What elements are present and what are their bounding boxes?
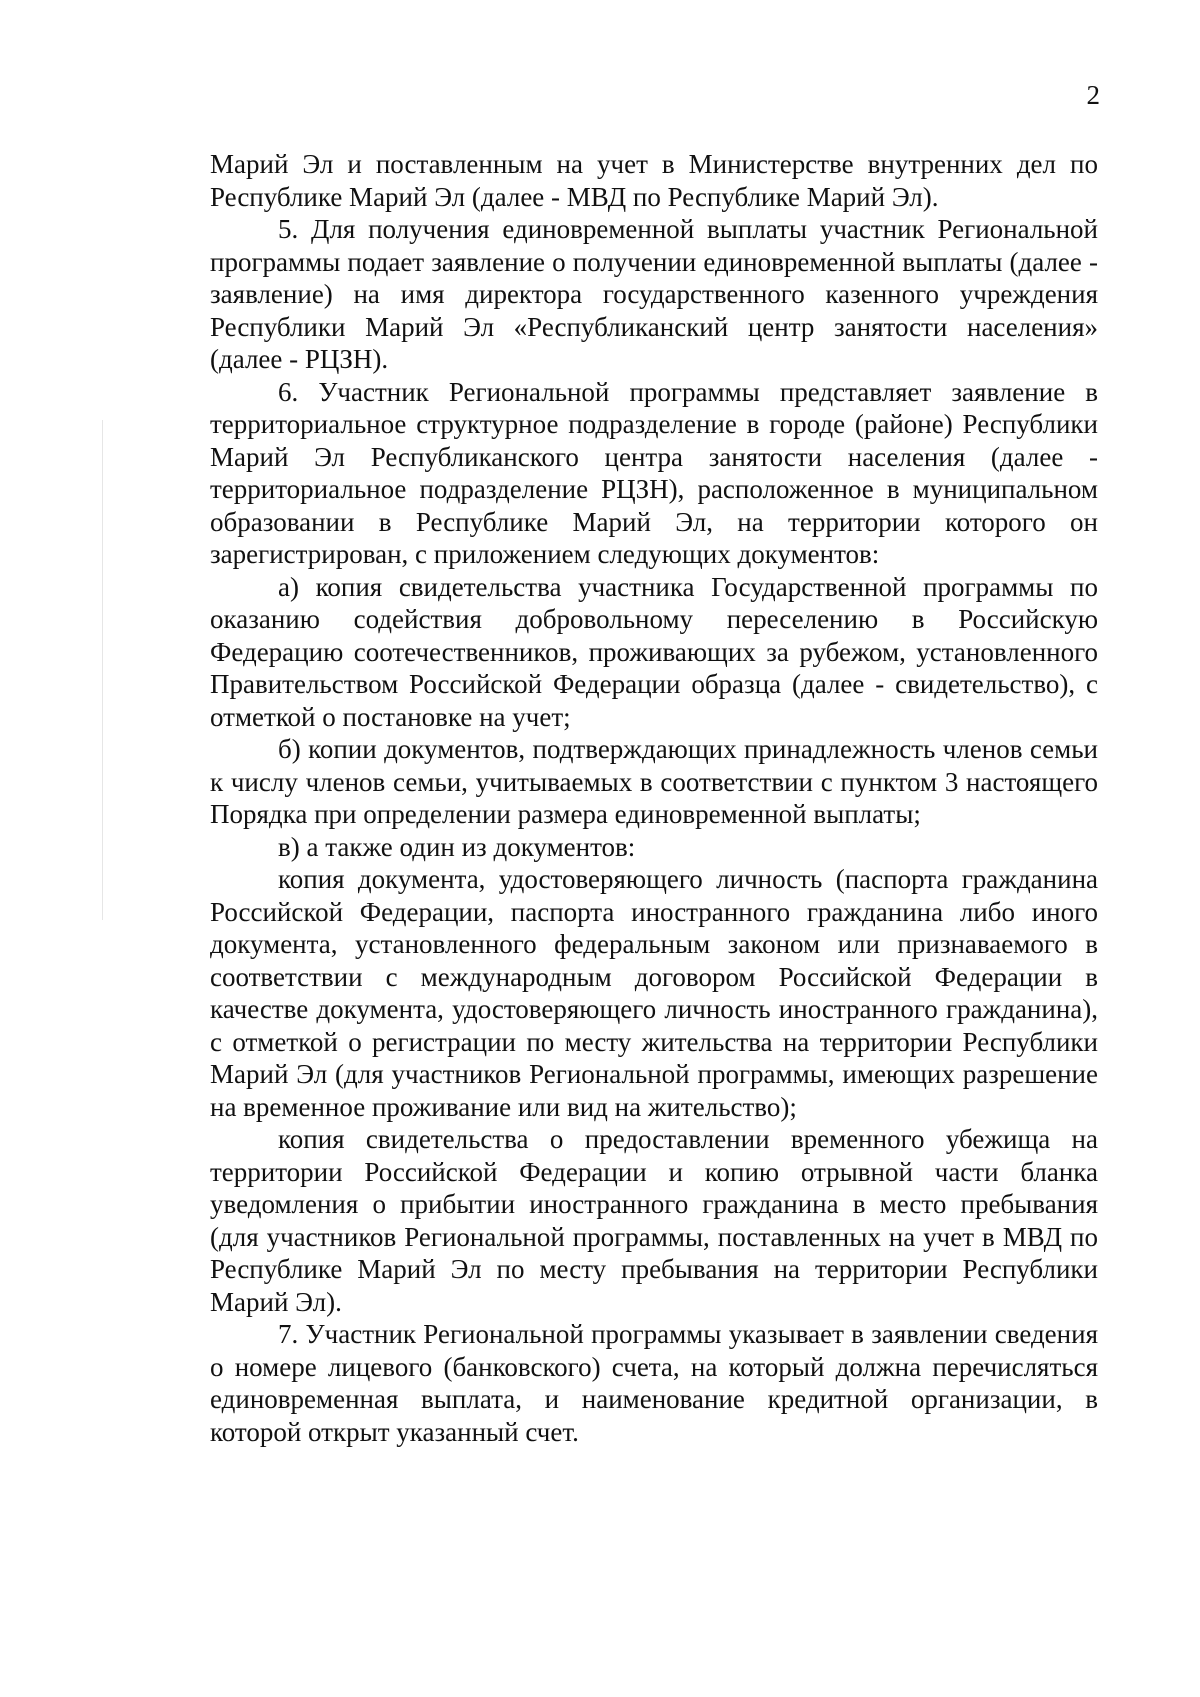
- paragraph-item-6b: б) копии документов, подтверждающих принадлежность членов семьи к числу членов семьи, учитываемых в соответствии с пунктом 3 настоящего Порядка при определении размера единовременной выплаты;: [210, 734, 1098, 829]
- paragraph-item-6v-passport-copy: копия документа, удостоверяющего личность (паспорта гражданина Российской Федерации, паспорта иностранного гражданина либо иного документа, установленного федеральным законом или признаваемого в соответствии с международным договором Российской Федерации в качестве документа, удостоверяющего личность иностранного гражданина), с отметкой о регистрации по месту жительства на территории Республики Марий Эл (для участников Региональной программы, имеющих разрешение на временное проживание или вид на жительство);: [210, 864, 1098, 1122]
- paragraph-item-5: 5. Для получения единовременной выплаты участник Региональной программы подает заявление о получении единовременной выплаты (далее - заявление) на имя директора государственного казенного учреждения Республики Марий Эл «Республиканский центр занятости населения» (далее - РЦЗН).: [210, 214, 1098, 374]
- scan-artifact-line: [102, 420, 103, 920]
- document-body: [210, 148, 1098, 1448]
- paragraph-item-6: 6. Участник Региональной программы представляет заявление в территориальное структурное подразделение в городе (районе) Республики Марий Эл Республиканского центра занятости населения (далее - территориальное подразделение РЦЗН), расположенное в муниципальном образовании в Республике Марий Эл, на территории которого он зарегистрирован, с приложением следующих документов:: [210, 376, 1098, 569]
- paragraph-item-6v: в) а также один из документов:: [278, 831, 636, 862]
- paragraph-continuation: Марий Эл и поставленным на учет в Министерстве внутренних дел по Республике Марий Эл (далее - МВД по Республике Марий Эл).: [210, 149, 1098, 212]
- page-number: 2: [1086, 80, 1100, 110]
- paragraph-item-6v-asylum-copy: копия свидетельства о предоставлении временного убежища на территории Российской Федерации и копию отрывной части бланка уведомления о прибытии иностранного гражданина в место пребывания (для участников Региональной программы, поставленных на учет в МВД по Республике Марий Эл по месту пребывания на территории Республики Марий Эл).: [210, 1124, 1098, 1317]
- paragraph-item-7: 7. Участник Региональной программы указывает в заявлении сведения о номере лицевого (банковского) счета, на который должна перечисляться единовременная выплата, и наименование кредитной организации, в которой открыт указанный счет.: [210, 1319, 1098, 1447]
- paragraph-item-6a: а) копия свидетельства участника Государственной программы по оказанию содействия добровольному переселению в Российскую Федерацию соотечественников, проживающих за рубежом, установленного Правительством Российской Федерации образца (далее - свидетельство), с отметкой о постановке на учет;: [210, 571, 1098, 732]
